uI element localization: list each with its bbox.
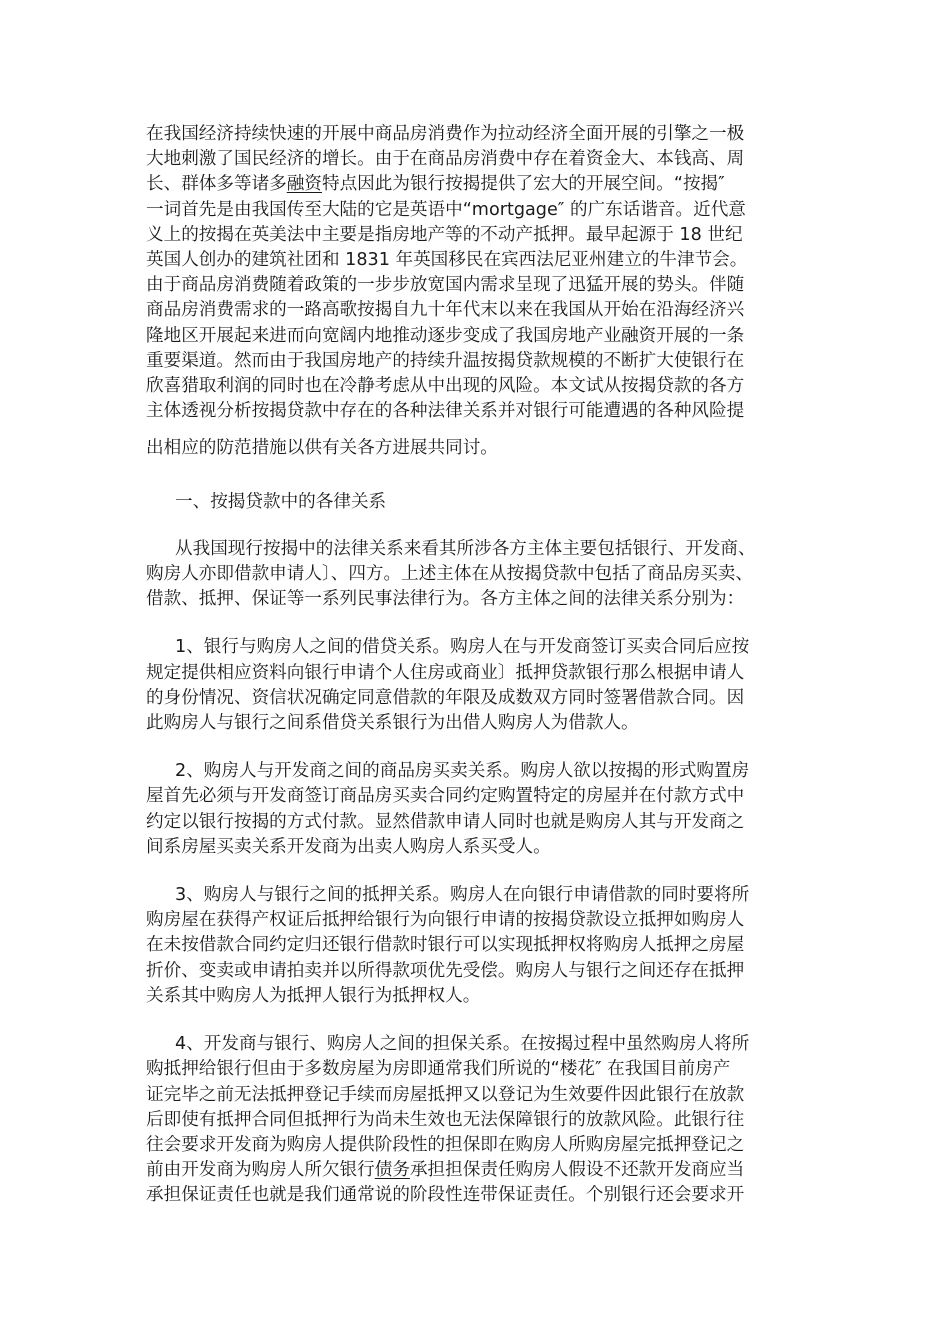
- intro-line-8: 商品房消费需求的一路高歌按揭自九十年代末以来在我国从开始在沿海经济兴: [146, 300, 745, 321]
- document-page: [146, 122, 806, 1209]
- intro-line-12: 主体透视分析按揭贷款中存在的各种法律关系并对银行可能遭遇的各种风险提: [146, 401, 745, 422]
- intro-line-3-start: 长、群体多等诸多: [146, 174, 287, 195]
- intro-line-6: 英国人创办的建筑社团和 1831 年英国移民在宾西法尼亚州建立的牛津节会。: [146, 250, 748, 271]
- item-3-line-5: 关系其中购房人为抵押人银行为抵押权人。: [146, 985, 481, 1006]
- item-2-line-2: 屋首先必须与开发商签订商品房买卖合同约定购置特定的房屋并在付款方式中: [146, 786, 745, 807]
- item-1-line-3: 的身份情况、资信状况确定同意借款的年限及成数双方同时签署借款合同。因: [146, 687, 745, 708]
- debt-link[interactable]: 债务: [374, 1160, 410, 1181]
- item-3-paragraph: [146, 883, 806, 1009]
- intro-line-13: 出相应的防范措施以供有关各方进展共同讨。: [146, 438, 498, 459]
- item-3-line-1: 3、购房人与银行之间的抵押关系。购房人在向银行申请借款的同时要将所: [175, 885, 750, 906]
- intro-line-11: 欣喜猎取利润的同时也在冷静考虑从中出现的风险。本文试从按揭贷款的各方: [146, 376, 745, 397]
- intro-line-10: 重要渠道。然而由于我国房地产的持续升温按揭贷款规模的不断扩大使银行在: [146, 350, 745, 371]
- item-4-line-7: 承担保证责任也就是我们通常说的阶段性连带保证责任。个别银行还会要求开: [146, 1185, 745, 1206]
- item-3-line-4: 折价、变卖或申请拍卖并以所得款项优先受偿。购房人与银行之间还存在抵押: [146, 960, 745, 981]
- item-2-paragraph: [146, 759, 806, 860]
- item-3-line-3: 在未按借款合同约定归还银行借款时银行可以实现抵押权将购房人抵押之房屋: [146, 935, 745, 956]
- overview-line-2: 购房人亦即借款申请人〕、四方。上述主体在从按揭贷款中包括了商品房买卖、: [146, 564, 753, 585]
- item-2-line-3: 约定以银行按揭的方式付款。显然借款申请人同时也就是购房人其与开发商之: [146, 811, 745, 832]
- item-2-line-4: 间系房屋买卖关系开发商为出卖人购房人系买受人。: [146, 836, 551, 857]
- item-4-line-4: 后即使有抵押合同但抵押行为尚未生效也无法保障银行的放款风险。此银行往: [146, 1109, 745, 1130]
- item-4-line-6: [146, 1158, 806, 1183]
- item-1-line-1: 1、银行与购房人之间的借贷关系。购房人在与开发商签订买卖合同后应按: [175, 637, 750, 658]
- financing-link[interactable]: 融资: [286, 174, 322, 195]
- item-4-line-2: 购抵押给银行但由于多数房屋为房即通常我们所说的“楼花″ 在我国目前房产: [146, 1059, 731, 1080]
- item-1-paragraph: [146, 635, 806, 736]
- item-4-paragraph: [146, 1032, 806, 1208]
- item-4-line-5: 往会要求开发商为购房人提供阶段性的担保即在购房人所购房屋完抵押登记之: [146, 1134, 745, 1155]
- intro-line-1: 在我国经济持续快速的开展中商品房消费作为拉动经济全面开展的引擎之一极: [146, 124, 745, 144]
- intro-line-3: [146, 172, 806, 197]
- intro-paragraph: [146, 122, 806, 462]
- overview-paragraph: [146, 537, 806, 613]
- section-heading-text: 一、按揭贷款中的各律关系: [175, 491, 387, 512]
- intro-line-3-end: 特点因此为银行按揭提供了宏大的开展空间。“按揭″: [321, 174, 725, 195]
- intro-line-5: 义上的按揭在英美法中主要是指房地产等的不动产抵押。最早起源于 18 世纪: [146, 224, 743, 245]
- item-1-line-4: 此购房人与银行之间系借贷关系银行为出借人购房人为借款人。: [146, 713, 639, 734]
- item-4-line-1: 4、开发商与银行、购房人之间的担保关系。在按揭过程中虽然购房人将所: [175, 1034, 750, 1055]
- item-4-line-3: 证完毕之前无法抵押登记手续而房屋抵押又以登记为生效要件因此银行在放款: [146, 1084, 745, 1105]
- item-4-line-6-end: 承担担保责任购房人假设不还款开发商应当: [409, 1160, 745, 1181]
- section-heading: [146, 490, 806, 515]
- overview-line-3: 借款、抵押、保证等一系列民事法律行为。各方主体之间的法律关系分别为：: [146, 589, 745, 610]
- item-1-line-2: 规定提供相应资料向银行申请个人住房或商业〕抵押贷款银行那么根据申请人: [146, 662, 745, 683]
- intro-line-2: 大地刺激了国民经济的增长。由于在商品房消费中存在着资金大、本钱高、周: [146, 149, 745, 170]
- intro-line-7: 由于商品房消费随着政策的一步步放宽国内需求呈现了迅猛开展的势头。伴随: [146, 275, 745, 296]
- item-4-line-6-start: 前由开发商为购房人所欠银行: [146, 1160, 375, 1181]
- item-2-line-1: 2、购房人与开发商之间的商品房买卖关系。购房人欲以按揭的形式购置房: [175, 761, 750, 782]
- intro-line-4: 一词首先是由我国传至大陆的它是英语中“mortgage″ 的广东话谐音。近代意: [146, 199, 746, 220]
- overview-line-1: 从我国现行按揭中的法律关系来看其所涉各方主体主要包括银行、开发商、: [175, 538, 756, 559]
- item-3-line-2: 购房屋在获得产权证后抵押给银行为向银行申请的按揭贷款设立抵押如购房人: [146, 910, 745, 931]
- intro-line-9: 隆地区开展起来进而向宽阔内地推动逐步变成了我国房地产业融资开展的一条: [146, 325, 745, 346]
